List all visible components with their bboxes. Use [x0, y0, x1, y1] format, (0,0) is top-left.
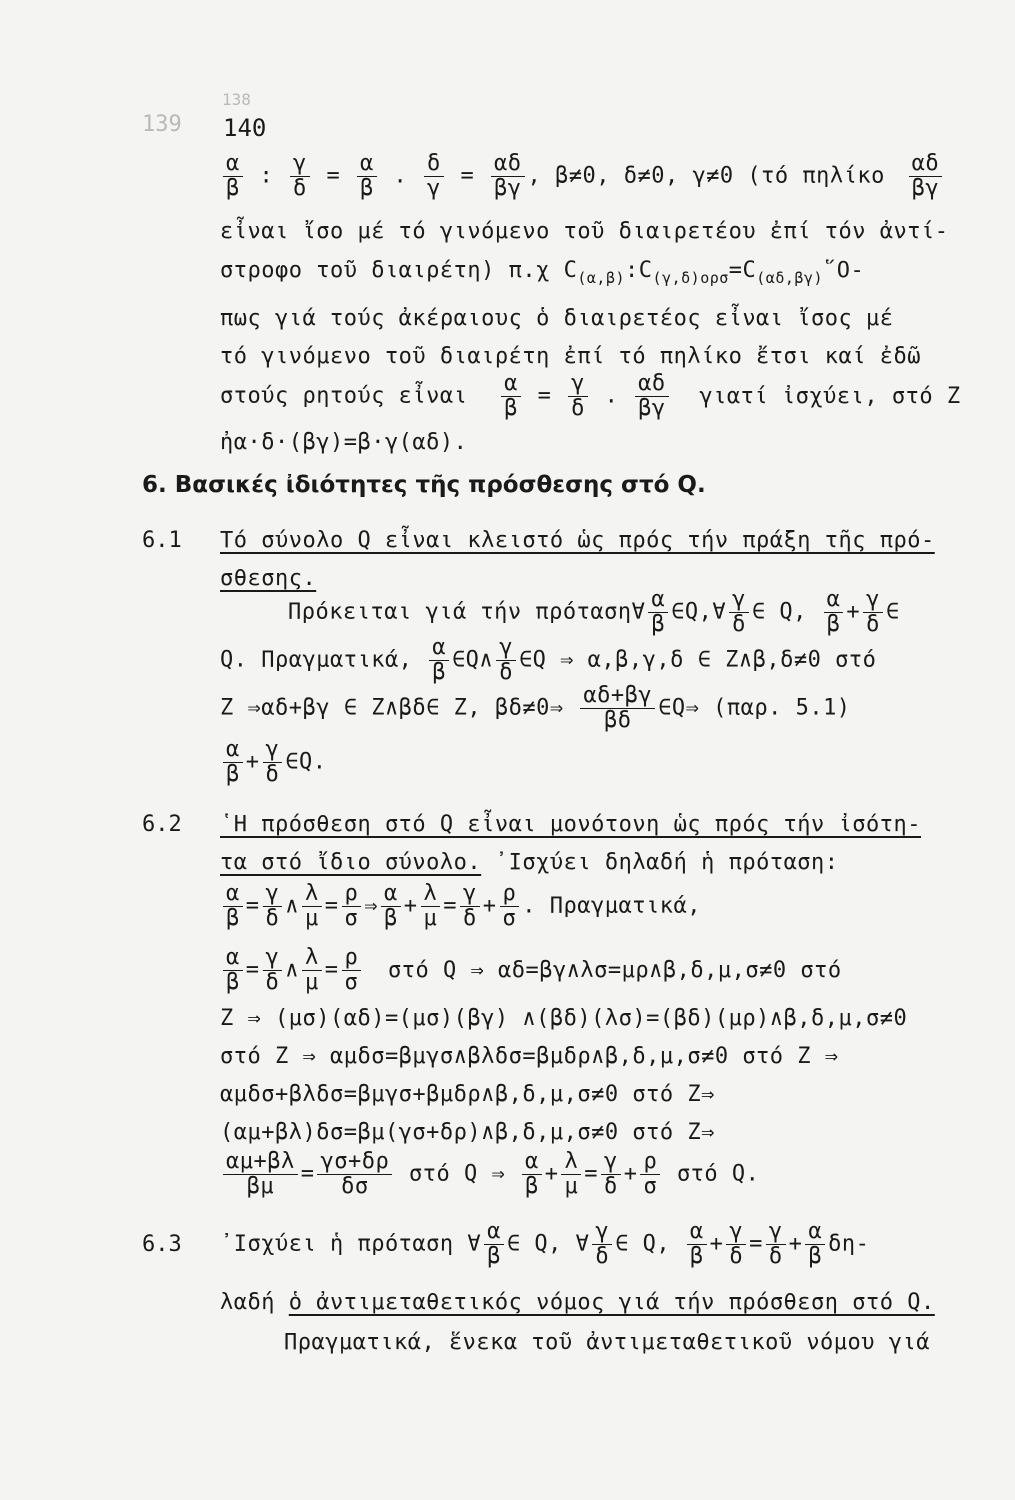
fraction: $\frac{\alpha}{\beta}$ — [357, 152, 377, 201]
s61-line-4: $\frac{\alpha}{\beta}$ + $\frac{\gamma}{\delta}$ ∈Q. — [220, 738, 327, 787]
s62-line-1: $\frac{\alpha}{\beta}$ = $\frac{\gamma}{\delta}$ ∧ $\frac{\lambda}{\mu}$ = $\frac{\rho}{\sigma}$ ⇒ $\frac{\alpha}{\beta}$ + $\frac{\lambda}{\mu}$ = $\frac{\gamma}{\delta}$ + $\frac{\rho}{\sigma}$ . Πραγματικά, — [220, 882, 701, 931]
text-line-4: πως γιά τούς ἀκέραιους ὁ διαιρετέος εἶναι ἴσος μέ — [220, 306, 894, 331]
bleed-through-number-2: 138 — [222, 90, 251, 109]
s61-title-1: Τό σύνολο Q εἶναι κλειστό ὡς πρός τήν πράξη τῆς πρό- — [220, 528, 935, 553]
page-number: 140 — [223, 114, 267, 142]
text-line-2: εἶναι ἴσο μέ τό γινόμενο τοῦ διαιρετέου ἐπί τόν ἀντί- — [220, 219, 949, 244]
section-number-6-2: 6.2 — [142, 812, 182, 837]
s62-line-6: (αμ+βλ)δσ=βμ(γσ+δρ)∧β,δ,μ,σ≠0 στό Z⇒ — [220, 1120, 715, 1145]
fraction: $\frac{\alpha\delta}{\beta\gamma}$ — [635, 372, 669, 421]
bleed-through-number: 139 — [142, 112, 182, 137]
fraction: $\frac{\alpha}{\beta}$ — [223, 152, 243, 201]
s61-title-2: σθεσης. — [220, 566, 317, 591]
s61-line-3: Z ⇒αδ+βγ ∈ Z∧βδ∈ Z, βδ≠0⇒ $\frac{\alpha\delta+\beta\gamma}{\beta\delta}$ ∈Q⇒ (παρ. 5.1) — [220, 683, 851, 733]
s61-line-1: Πρόκειται γιά τήν πρόταση∀ $\frac{\alpha}{\beta}$ ∈Q,∀ $\frac{\gamma}{\delta}$ ∈ Q, $\frac{\alpha}{\beta}$ + $\frac{\gamma}{\delta}$ ∈ — [288, 587, 900, 637]
section-number-6-3: 6.3 — [142, 1232, 182, 1257]
text-line-7: ἠα·δ·(βγ)=β·γ(αδ). — [220, 430, 468, 455]
fraction: $\frac{\alpha\delta}{\beta\gamma}$ — [909, 152, 943, 201]
section-number-6-1: 6.1 — [142, 528, 182, 553]
s62-line-4: στό Z ⇒ αμδσ=βμγσ∧βλδσ=βμδρ∧β,δ,μ,σ≠0 στό Z ⇒ — [220, 1044, 839, 1069]
s63-line-3: Πραγματικά, ἕνεκα τοῦ ἀντιμεταθετικοῦ νόμου γιά — [284, 1330, 931, 1355]
text-line-3: στροφο τοῦ διαιρέτη) π.χ $C_{(\alpha,\beta)}:C_{(\gamma,\delta)o\rho\sigma}=C_{(\alpha\delta,\beta\gamma)}῞O-$ — [220, 258, 865, 287]
section-heading: 6. Βασικές ἰδιότητες τῆς πρόσθεσης στό Q. — [142, 472, 706, 498]
fraction: $\frac{\alpha}{\beta}$ — [501, 372, 521, 421]
s63-line-2: λαδή ὁ ἀντιμεταθετικός νόμος γιά τήν πρόσθεση στό Q. — [220, 1290, 935, 1315]
fraction: $\frac{\gamma}{\delta}$ — [290, 152, 310, 201]
s63-line-1: ᾿Ισχύει ἡ πρόταση ∀ $\frac{\alpha}{\beta}$ ∈ Q, ∀ $\frac{\gamma}{\delta}$ ∈ Q, $\frac{\alpha}{\beta}$ + $\frac{\gamma}{\delta}$ = $\frac{\gamma}{\delta}$ + $\frac{\alpha}{\beta}$ δη- — [220, 1219, 870, 1269]
s61-line-2: Q. Πραγματικά, $\frac{\alpha}{\beta}$ ∈Q∧ $\frac{\gamma}{\delta}$ ∈Q ⇒ α,β,γ,δ ∈ Z∧β,δ≠0 στό — [220, 635, 877, 685]
s62-line-7: $\frac{\alpha\mu+\beta\lambda}{\beta\mu}$ = $\frac{\gamma\sigma+\delta\rho}{\delta\sigma}$ στό Q ⇒ $\frac{\alpha}{\beta}$ + $\frac{\lambda}{\mu}$ = $\frac{\gamma}{\delta}$ + $\frac{\rho}{\sigma}$ στό Q. — [220, 1150, 759, 1199]
s62-title-2: τα στό ἴδιο σύνολο. ᾿Ισχύει δηλαδή ἡ πρόταση: — [220, 850, 839, 875]
s62-title-1: ῾Η πρόσθεση στό Q εἶναι μονότονη ὡς πρός τήν ἰσότη- — [220, 812, 922, 837]
s62-line-5: αμδσ+βλδσ=βμγσ+βμδρ∧β,δ,μ,σ≠0 στό Z⇒ — [220, 1082, 715, 1107]
text-line-6: στούς ρητούς εἶναι $\frac{\alpha}{\beta}$ = $\frac{\gamma}{\delta}$ . $\frac{\alpha\delta}{\beta\gamma}$ γιατί ἰσχύει, στό Z — [220, 371, 961, 421]
s62-line-2: $\frac{\alpha}{\beta}$ = $\frac{\gamma}{\delta}$ ∧ $\frac{\lambda}{\mu}$ = $\frac{\rho}{\sigma}$ στό Q ⇒ αδ=βγ∧λσ=μρ∧β,δ,μ,σ≠0 στό — [220, 946, 842, 995]
fraction: $\frac{\gamma}{\delta}$ — [568, 372, 588, 421]
fraction: $\frac{\delta}{\gamma}$ — [424, 152, 444, 201]
fraction: $\frac{\alpha\delta}{\beta\gamma}$ — [491, 152, 525, 201]
text-line-1: $\frac{\alpha}{\beta}$ : $\frac{\gamma}{\delta}$ = $\frac{\alpha}{\beta}$ . $\frac{\delta}{\gamma}$ = $\frac{\alpha\delta}{\beta\gamma}$ , β≠0, δ≠0, γ≠0 (τό πηλίκο $\frac{\alpha\delta}{\beta\gamma}$ — [220, 152, 945, 201]
text-line-5: τό γινόμενο τοῦ διαιρέτη ἐπί τό πηλίκο ἔτσι καί ἐδῶ — [220, 344, 922, 369]
s62-line-3: Z ⇒ (μσ)(αδ)=(μσ)(βγ) ∧(βδ)(λσ)=(βδ)(μρ)∧β,δ,μ,σ≠0 — [220, 1006, 908, 1031]
